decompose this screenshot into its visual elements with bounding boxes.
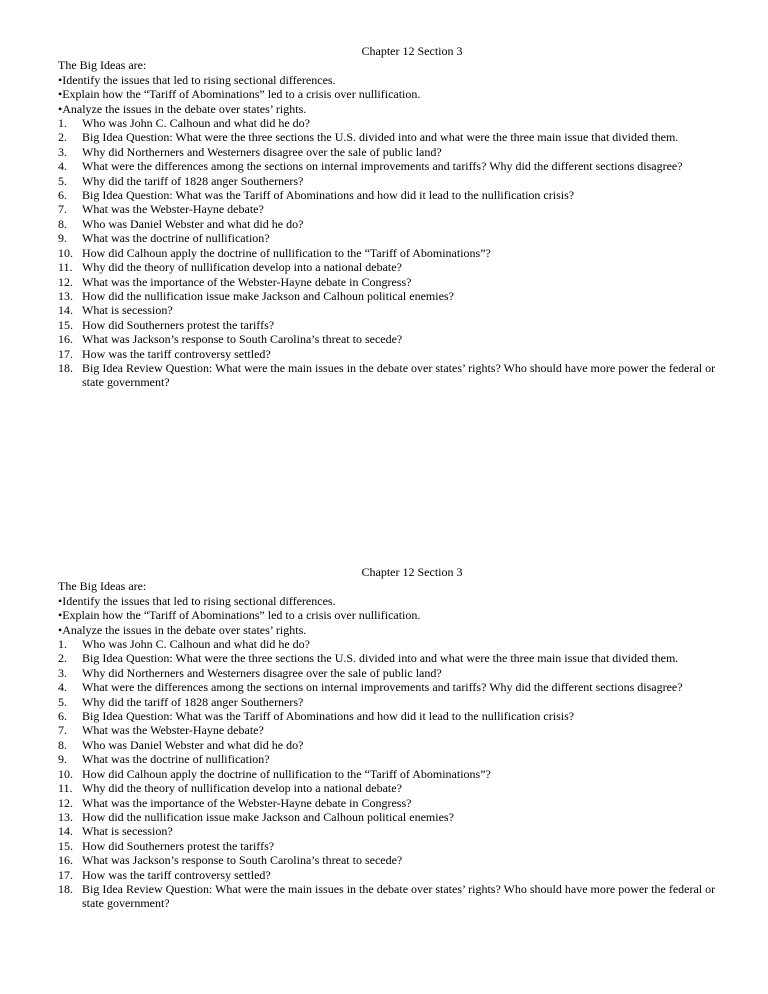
question-item [58,116,726,130]
question-text: How did the nullification issue make Jackson and Calhoun political enemies? [82,288,454,303]
question-item [58,188,726,202]
big-idea-item: •Analyze the issues in the debate over states’ rights. [58,101,307,116]
question-item [58,217,726,231]
question-number: 4. [58,680,67,695]
question-number: 10. [58,245,73,260]
question-number: 17. [58,867,73,882]
big-idea-item: •Explain how the “Tariff of Abominations” led to a crisis over nullification. [58,608,421,623]
question-item [58,246,726,260]
question-item [58,680,726,694]
question-item [58,174,726,188]
question-number: 8. [58,216,67,231]
question-item [58,882,726,911]
question-number: 14. [58,303,73,318]
question-item [58,231,726,245]
question-number: 18. [58,881,73,896]
question-item [58,810,726,824]
question-number: 3. [58,665,67,680]
big-idea-item: •Analyze the issues in the debate over states’ rights. [58,622,307,637]
big-idea-item: •Identify the issues that led to rising sectional differences. [58,593,336,608]
question-item [58,361,726,390]
question-item [58,130,726,144]
question-text: How was the tariff controversy settled? [82,867,271,882]
question-text: How did Southerners protest the tariffs? [82,317,275,332]
question-text: What was the doctrine of nullification? [82,752,270,767]
big-ideas-intro: The Big Ideas are: [58,579,147,594]
question-item [58,868,726,882]
question-number: 12. [58,274,73,289]
worksheet-section [58,565,726,911]
question-text: What was the Webster-Hayne debate? [82,723,264,738]
question-text: Why did the theory of nullification develop into a national debate? [82,260,402,275]
question-text: Why did Northerners and Westerners disagree over the sale of public land? [82,665,442,680]
question-number: 16. [58,332,73,347]
big-ideas-list [58,73,726,116]
question-text: What is secession? [82,824,173,839]
question-item [58,709,726,723]
question-item [58,824,726,838]
question-number: 11. [58,781,73,796]
big-idea-item: •Identify the issues that led to rising sectional differences. [58,72,336,87]
section-title: Chapter 12 Section 3 [361,565,463,579]
question-number: 3. [58,144,67,159]
question-item [58,145,726,159]
question-text: Who was John C. Calhoun and what did he do? [82,637,310,652]
big-ideas-list [58,594,726,637]
question-item [58,260,726,274]
question-number: 6. [58,188,67,203]
question-item [58,159,726,173]
question-item [58,853,726,867]
question-item [58,289,726,303]
question-text: How did Southerners protest the tariffs? [82,838,275,853]
question-list [58,116,726,390]
question-text: Why did the theory of nullification develop into a national debate? [82,781,402,796]
question-item [58,651,726,665]
question-text: Who was Daniel Webster and what did he do? [82,216,304,231]
question-number: 1. [58,637,67,652]
question-number: 18. [58,360,73,375]
question-text: Big Idea Question: What was the Tariff of Abominations and how did it lead to the nullification crisis? [82,188,575,203]
question-text: Big Idea Review Question: What were the main issues in the debate over states’ rights? Who should have more power the federal or state government? [82,881,716,911]
question-list [58,637,726,911]
question-number: 8. [58,737,67,752]
question-item [58,839,726,853]
question-number: 4. [58,159,67,174]
question-item [58,723,726,737]
question-number: 17. [58,346,73,361]
question-number: 15. [58,317,73,332]
question-text: Big Idea Question: What were the three sections the U.S. divided into and what were the three main issue that divided them. [82,130,679,145]
big-ideas-intro: The Big Ideas are: [58,58,147,73]
question-text: Why did Northerners and Westerners disagree over the sale of public land? [82,144,442,159]
question-text: What was the Webster-Hayne debate? [82,202,264,217]
question-item [58,738,726,752]
question-text: What was Jackson’s response to South Carolina’s threat to secede? [82,853,403,868]
question-number: 14. [58,824,73,839]
question-text: What was the importance of the Webster-Hayne debate in Congress? [82,795,412,810]
question-number: 13. [58,809,73,824]
question-text: What is secession? [82,303,173,318]
question-item [58,303,726,317]
question-text: What were the differences among the sections on internal improvements and tariffs? Why did the different sections disagree? [82,680,683,695]
question-number: 12. [58,795,73,810]
question-text: Why did the tariff of 1828 anger Southerners? [82,173,304,188]
question-number: 6. [58,709,67,724]
question-number: 5. [58,173,67,188]
question-number: 2. [58,651,67,666]
question-number: 2. [58,130,67,145]
question-item [58,347,726,361]
question-text: Who was John C. Calhoun and what did he do? [82,116,310,131]
question-text: Big Idea Review Question: What were the main issues in the debate over states’ rights? Who should have more power the federal or state government? [82,360,716,390]
question-item [58,695,726,709]
worksheet-section [58,44,726,390]
question-text: Big Idea Question: What was the Tariff of Abominations and how did it lead to the nullification crisis? [82,709,575,724]
question-number: 13. [58,288,73,303]
question-item [58,275,726,289]
question-item [58,781,726,795]
question-item [58,796,726,810]
question-text: How was the tariff controversy settled? [82,346,271,361]
question-item [58,637,726,651]
question-number: 7. [58,202,67,217]
question-text: What was the doctrine of nullification? [82,231,270,246]
question-text: What was Jackson’s response to South Carolina’s threat to secede? [82,332,403,347]
question-text: How did Calhoun apply the doctrine of nullification to the “Tariff of Abominations”? [82,245,491,260]
question-text: Who was Daniel Webster and what did he do? [82,737,304,752]
question-text: What were the differences among the sections on internal improvements and tariffs? Why did the different sections disagree? [82,159,683,174]
question-item [58,767,726,781]
question-item [58,666,726,680]
question-number: 9. [58,231,67,246]
question-text: How did Calhoun apply the doctrine of nullification to the “Tariff of Abominations”? [82,766,491,781]
question-item [58,202,726,216]
question-text: Why did the tariff of 1828 anger Southerners? [82,694,304,709]
question-item [58,318,726,332]
big-idea-item: •Explain how the “Tariff of Abominations” led to a crisis over nullification. [58,87,421,102]
question-number: 15. [58,838,73,853]
question-text: What was the importance of the Webster-Hayne debate in Congress? [82,274,412,289]
question-number: 1. [58,116,67,131]
question-number: 10. [58,766,73,781]
question-text: Big Idea Question: What were the three sections the U.S. divided into and what were the three main issue that divided them. [82,651,679,666]
question-number: 7. [58,723,67,738]
question-number: 11. [58,260,73,275]
question-number: 5. [58,694,67,709]
question-item [58,752,726,766]
question-item [58,332,726,346]
section-title: Chapter 12 Section 3 [361,44,463,58]
question-number: 16. [58,853,73,868]
question-text: How did the nullification issue make Jackson and Calhoun political enemies? [82,809,454,824]
question-number: 9. [58,752,67,767]
